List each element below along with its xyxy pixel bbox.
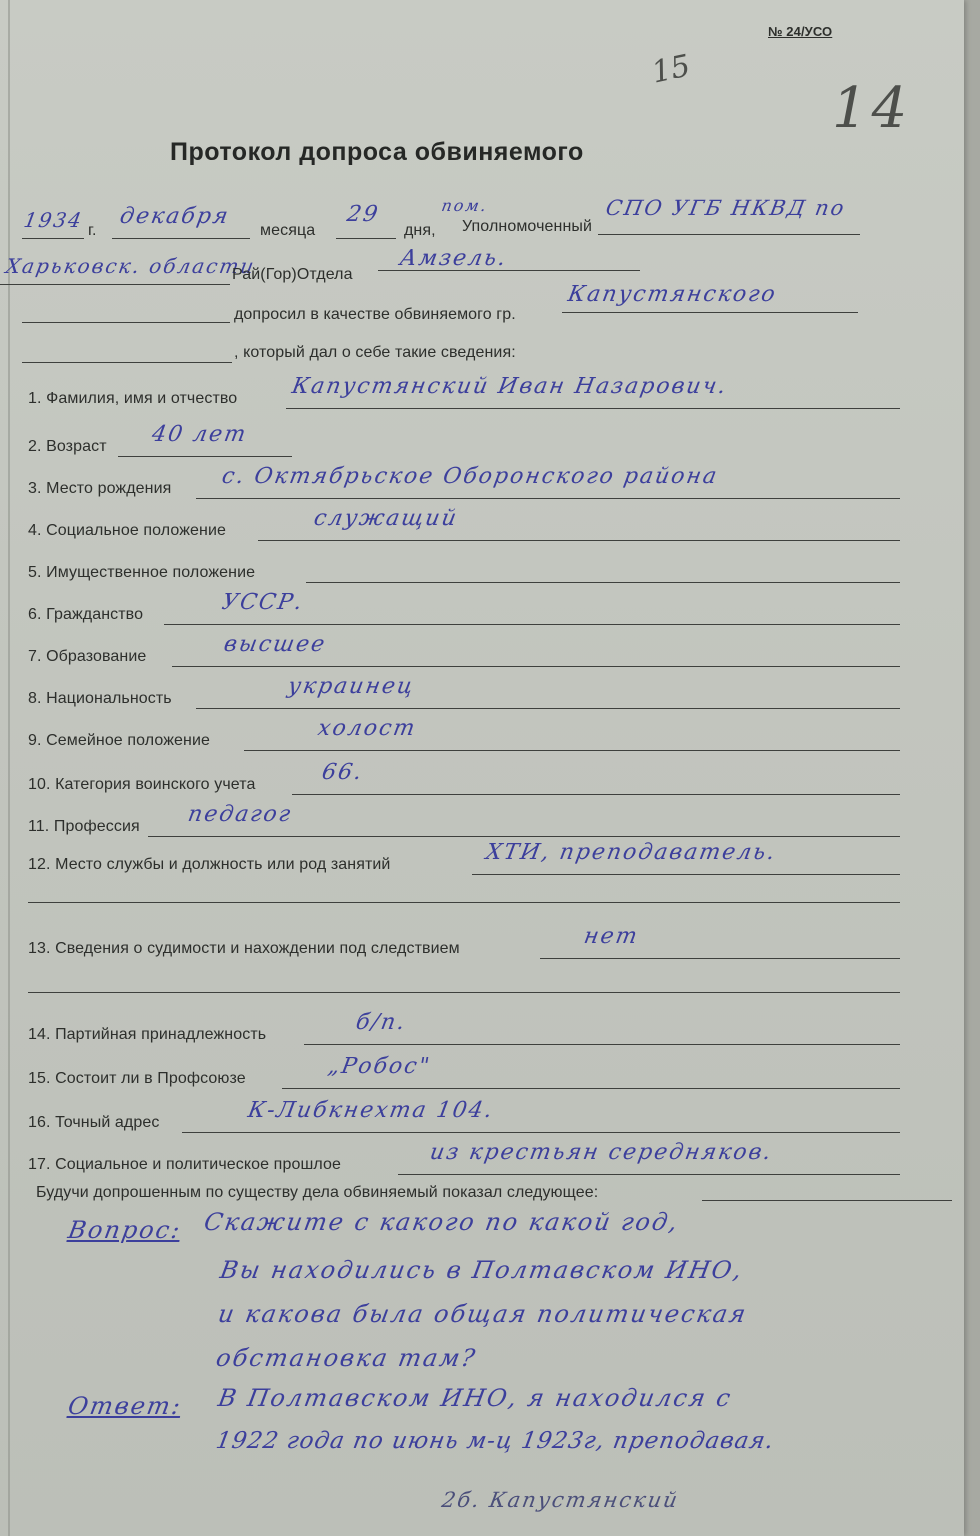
officer-value: СПО УГБ НКВД по: [604, 196, 848, 220]
field-value: с. Октябрьское Оборонского района: [220, 464, 721, 489]
answer-line: В Полтавском ИНО, я находился с: [216, 1384, 735, 1412]
year-label: г.: [88, 222, 97, 239]
officer-prefix: пом.: [440, 196, 490, 215]
field-label: 14. Партийная принадлежность: [28, 1026, 267, 1043]
day-label: дня,: [404, 222, 436, 239]
field-label: 12. Место службы и должность или род занятий: [28, 856, 391, 873]
field-value: нет: [582, 924, 641, 949]
field-value: 40 лет: [150, 422, 250, 447]
field-value: УССР.: [220, 590, 306, 615]
day-value: 29: [345, 202, 382, 227]
answer-line: 1922 года по июнь м-ц 1923г, преподавая.: [214, 1428, 777, 1454]
field-value: высшее: [222, 632, 329, 657]
testimony-label: , который дал о себе такие сведения:: [234, 344, 516, 361]
dept-label: Рай(Гор)Отдела: [232, 266, 353, 283]
field-label: 11. Профессия: [28, 818, 140, 835]
accused-value: Капустянского: [566, 282, 779, 307]
field-value: педагог: [186, 802, 295, 827]
page-number-large: 14: [832, 76, 912, 141]
field-value: 66.: [320, 760, 366, 785]
dept-value: Амзель.: [398, 246, 510, 271]
field-label: 7. Образование: [28, 648, 147, 665]
page-number-upper: 15: [648, 48, 694, 91]
field-value: К-Либкнехта 104.: [246, 1098, 496, 1123]
field-value: украинец: [286, 674, 417, 699]
officer-label: Уполномоченный: [462, 218, 593, 235]
question-label: Вопрос:: [66, 1216, 184, 1244]
field-value: Капустянский Иван Назарович.: [290, 374, 730, 399]
question-line: Скажите с какого по какой год,: [202, 1208, 682, 1236]
field-label: 13. Сведения о судимости и нахождении под следствием: [28, 940, 460, 957]
binding-edge: [8, 0, 18, 1536]
field-label: 17. Социальное и политическое прошлое: [28, 1156, 341, 1173]
form-number: № 24/УСО: [768, 24, 833, 39]
field-label: 3. Место рождения: [28, 480, 172, 497]
question-line: обстановка там?: [214, 1344, 479, 1372]
field-label: 15. Состоит ли в Профсоюзе: [28, 1070, 246, 1087]
field-value: из крестьян середняков.: [428, 1140, 775, 1165]
interrogated-label: допросил в качестве обвиняемого гр.: [234, 306, 516, 323]
month-label: месяца: [260, 222, 316, 239]
field-label: 4. Социальное положение: [28, 522, 227, 539]
answer-label: Ответ:: [66, 1392, 185, 1420]
year-value: 1934: [22, 208, 86, 232]
field-label: 10. Категория воинского учета: [28, 776, 256, 793]
question-line: Вы находились в Полтавском ИНО,: [218, 1256, 746, 1284]
field-label: 9. Семейное положение: [28, 732, 210, 749]
month-value: декабря: [118, 204, 232, 229]
testimony-intro: Будучи допрошенным по существу дела обвиняемый показал следующее:: [36, 1184, 599, 1201]
field-label: 16. Точный адрес: [28, 1114, 160, 1131]
field-label: 6. Гражданство: [28, 606, 144, 623]
field-value: ХТИ, преподаватель.: [484, 840, 779, 865]
field-label: 5. Имущественное положение: [28, 564, 256, 581]
signature: 2б. Капустянский: [440, 1488, 682, 1512]
region-value: Харьковск. области: [4, 254, 258, 278]
field-value: б/п.: [354, 1010, 409, 1035]
field-label: 2. Возраст: [28, 438, 107, 455]
field-value: холост: [316, 716, 419, 741]
field-label: 1. Фамилия, имя и отчество: [28, 390, 238, 407]
field-value: „Робос": [326, 1054, 433, 1079]
question-line: и какова была общая политическая: [216, 1300, 750, 1328]
field-value: служащий: [312, 506, 460, 531]
page-title: Протокол допроса обвиняемого: [170, 138, 584, 166]
field-label: 8. Национальность: [28, 690, 172, 707]
